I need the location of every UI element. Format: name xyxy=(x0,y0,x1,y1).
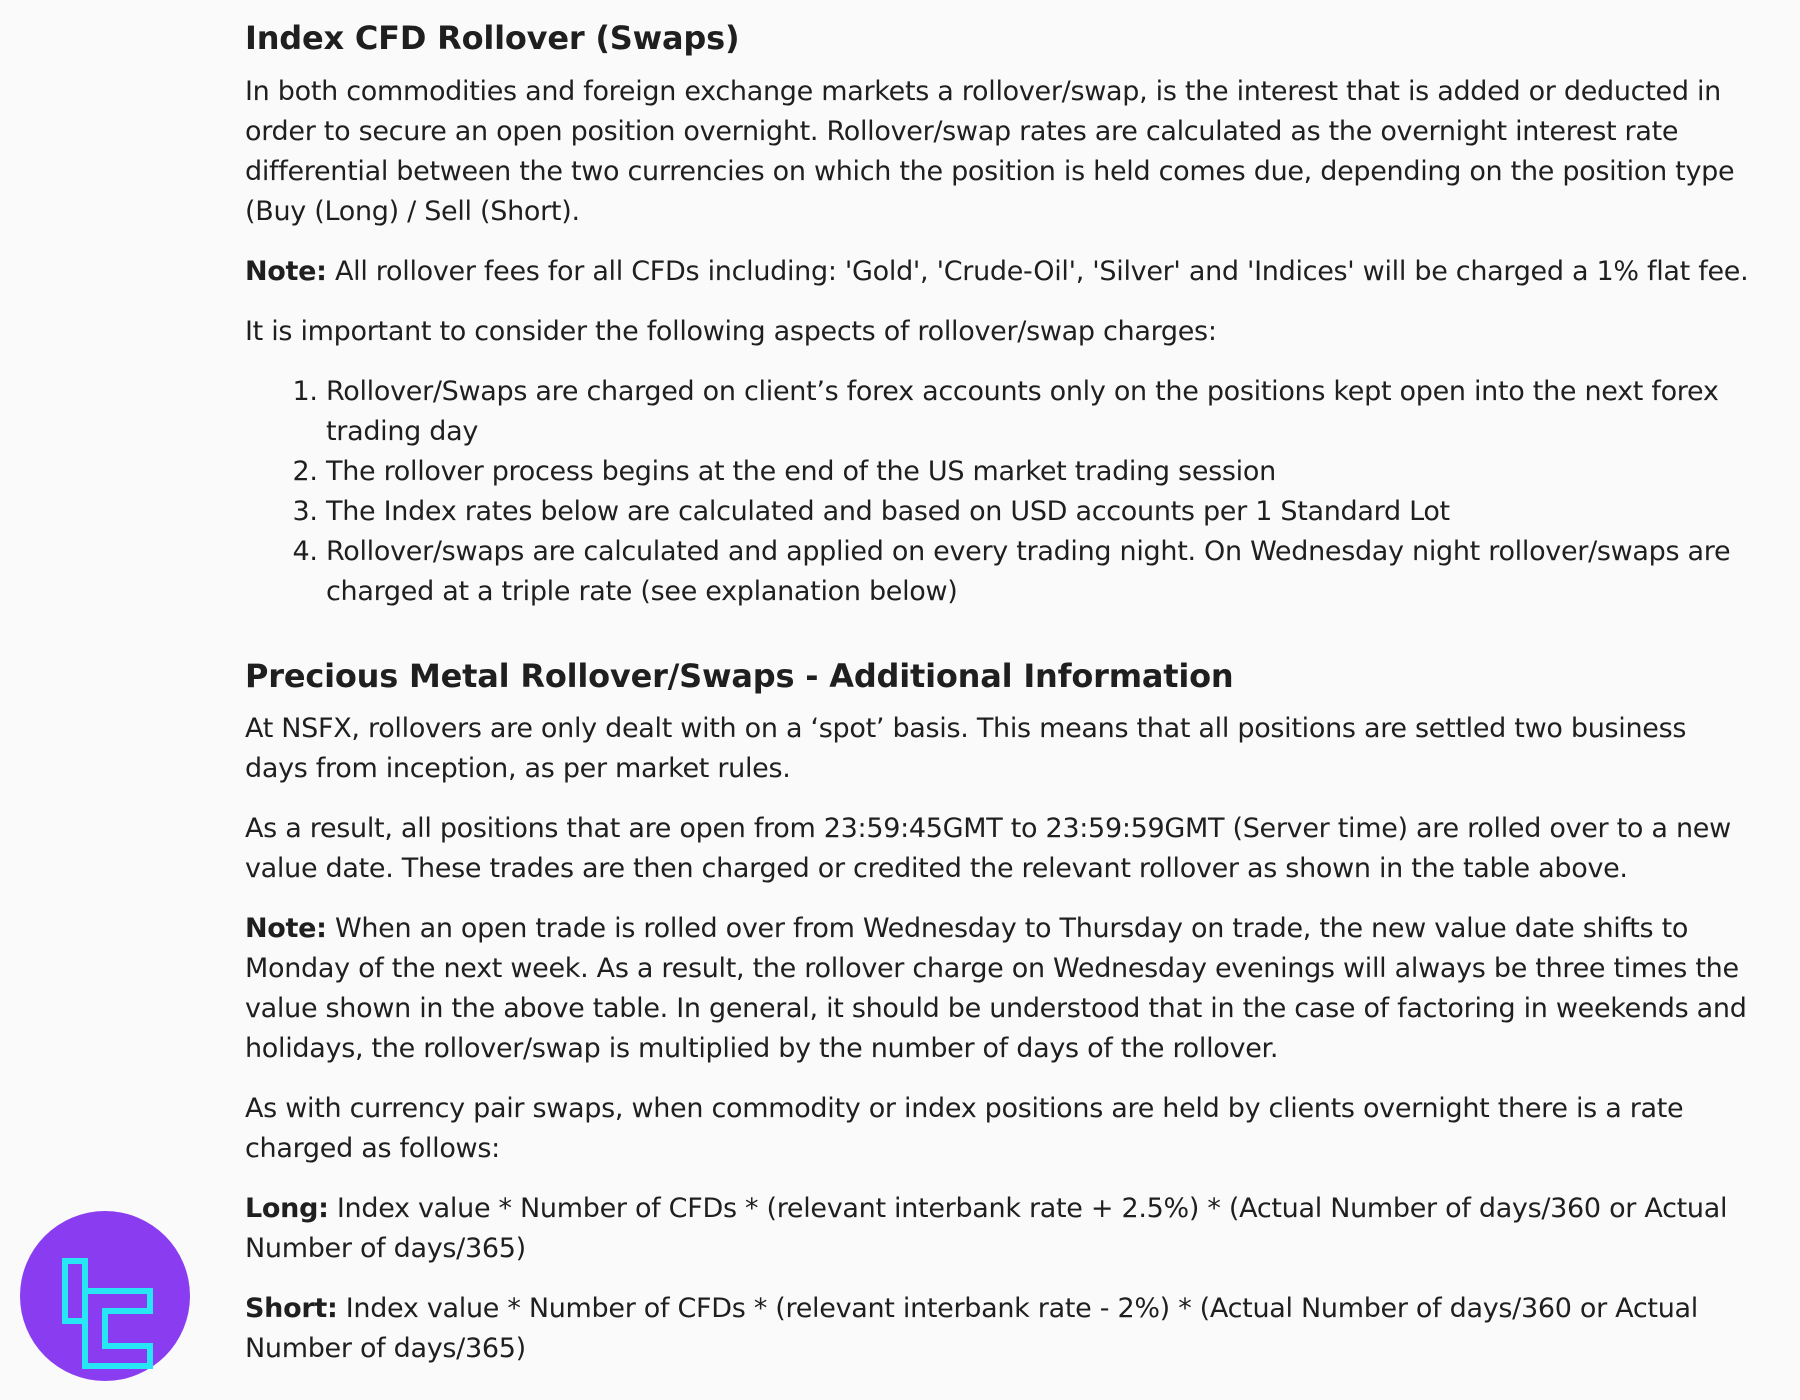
list-item: 2. The rollover process begins at the end of the US market trading session xyxy=(326,452,1755,492)
rollover-time-paragraph: As a result, all positions that are open from 23:59:45GMT to 23:59:59GMT (Server time) are rolled over to a new value date. These trades are then charged or credited the relevant rollover as shown in the table above. xyxy=(245,813,1731,885)
section-title-index-cfd: Index CFD Rollover (Swaps) xyxy=(245,19,740,57)
long-formula-text: Index value * Number of CFDs * (relevant interbank rate + 2.5%) * (Actual Number of days/360 or Actual Number of days/365) xyxy=(245,1193,1728,1265)
aspects-intro: It is important to consider the following aspects of rollover/swap charges: xyxy=(245,315,1217,347)
long-formula xyxy=(245,1189,1755,1269)
list-item: 4. Rollover/swaps are calculated and applied on every trading night. On Wednesday night rollover/swaps are charged at a triple rate (see explanation below) xyxy=(326,532,1755,612)
aspects-list xyxy=(245,372,1755,612)
spot-basis-paragraph: At NSFX, rollovers are only dealt with on a ‘spot’ basis. This means that all positions are settled two business days from inception, as per market rules. xyxy=(245,713,1687,785)
short-formula xyxy=(245,1289,1755,1369)
note-label: Note: xyxy=(245,255,327,287)
brand-logo-icon xyxy=(20,1211,190,1381)
intro-paragraph: In both commodities and foreign exchange markets a rollover/swap, is the interest that is added or deducted in order to secure an open position overnight. Rollover/swap rates are calculated as the overnight interest rate differential between the two currencies on which the position is held comes due, depending on the position type (Buy (Long) / Sell (Short). xyxy=(245,75,1735,227)
note-paragraph-2 xyxy=(245,909,1755,1069)
short-formula-text: Index value * Number of CFDs * (relevant interbank rate - 2%) * (Actual Number of days/360 or Actual Number of days/365) xyxy=(245,1293,1698,1365)
note-label: Note: xyxy=(245,913,327,945)
list-item: 1. Rollover/Swaps are charged on client’s forex accounts only on the positions kept open into the next forex trading day xyxy=(326,372,1755,452)
brand-logo-icon-graphic xyxy=(20,1211,190,1381)
note-text: When an open trade is rolled over from Wednesday to Thursday on trade, the new value date shifts to Monday of the next week. As a result, the rollover charge on Wednesday evenings will always be three times the value shown in the above table. In general, it should be understood that in the case of factoring in weekends and holidays, the rollover/swap is multiplied by the number of days of the rollover. xyxy=(245,913,1747,1065)
short-label: Short: xyxy=(245,1293,338,1325)
note-paragraph-1 xyxy=(245,252,1755,292)
article-content xyxy=(245,18,1755,1389)
list-item: 3. The Index rates below are calculated and based on USD accounts per 1 Standard Lot xyxy=(326,492,1755,532)
note-text: All rollover fees for all CFDs including: 'Gold', 'Crude-Oil', 'Silver' and 'Indices' will be charged a 1% flat fee. xyxy=(326,255,1749,287)
long-label: Long: xyxy=(245,1193,329,1225)
rate-intro-paragraph: As with currency pair swaps, when commodity or index positions are held by clients overnight there is a rate charged as follows: xyxy=(245,1093,1684,1165)
section-title-precious-metal: Precious Metal Rollover/Swaps - Additional Information xyxy=(245,656,1234,695)
